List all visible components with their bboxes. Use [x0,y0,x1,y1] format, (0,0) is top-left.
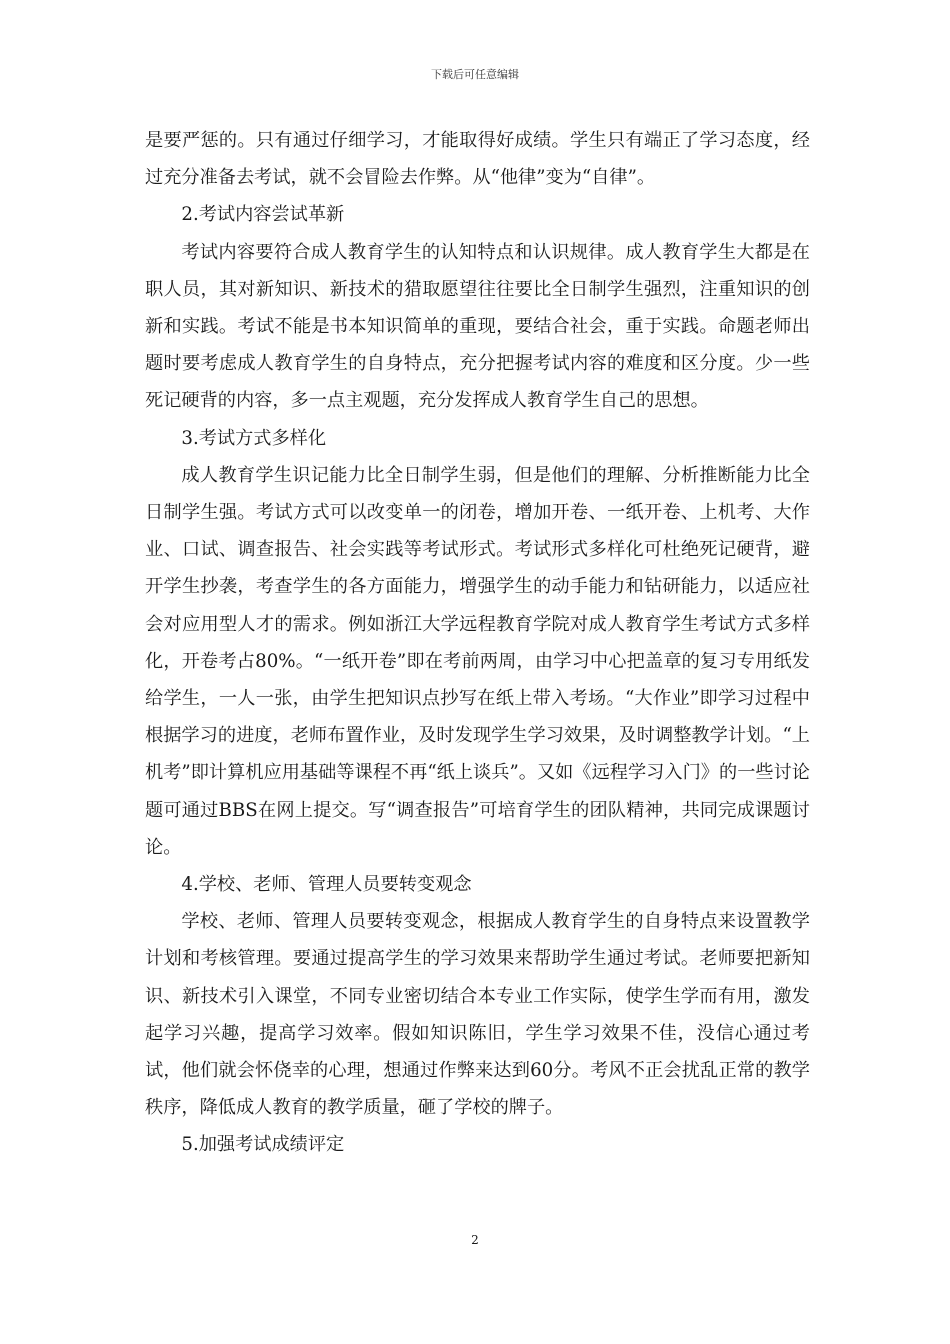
section-heading: 3.考试方式多样化 [181,427,327,449]
page-header: 下载后可任意编辑 [431,68,519,81]
document-body [145,122,810,1164]
body-paragraph: 考试内容要符合成人教育学生的认知特点和认识规律。成人教育学生大都是在职人员，其对新知识、新技术的猎取愿望往往要比全日制学生强烈，注重知识的创新和实践。考试不能是书本知识简单的重现，要结合社会，重于实践。命题老师出题时要考虑成人教育学生的自身特点，充分把握考试内容的难度和区分度。少一些死记硬背的内容，多一点主观题，充分发挥成人教育学生自己的思想。 [145,241,810,412]
body-paragraph: 成人教育学生识记能力比全日制学生弱，但是他们的理解、分析推断能力比全日制学生强。考试方式可以改变单一的闭卷，增加开卷、一纸开卷、上机考、大作业、口试、调查报告、社会实践等考试形式。考试形式多样化可杜绝死记硬背，避开学生抄袭，考查学生的各方面能力，增强学生的动手能力和钻研能力，以适应社会对应用型人才的需求。例如浙江大学远程教育学院对成人教育学生考试方式多样化，开卷考占80%。“一纸开卷”即在考前两周，由学习中心把盖章的复习专用纸发给学生，一人一张，由学生把知识点抄写在纸上带入考场。“大作业”即学习过程中根据学习的进度，老师布置作业，及时发现学生学习效果，及时调整教学计划。“上机考”即计算机应用基础等课程不再“纸上谈兵”。又如《远程学习入门》的一些讨论题可通过BBS在网上提交。写“调查报告”可培育学生的团队精神，共同完成课题讨论。 [145,464,810,858]
section-heading: 5.加强考试成绩评定 [181,1134,345,1156]
body-paragraph: 学校、老师、管理人员要转变观念，根据成人教育学生的自身特点来设置教学计划和考核管理。要通过提高学生的学习效果来帮助学生通过考试。老师要把新知识、新技术引入课堂，不同专业密切结合本专业工作实际，使学生学而有用，激发起学习兴趣，提高学习效率。假如知识陈旧，学生学习效果不佳，没信心通过考试，他们就会怀侥幸的心理，想通过作弊来达到60分。考风不正会扰乱正常的教学秩序，降低成人教育的教学质量，砸了学校的牌子。 [145,911,810,1119]
body-paragraph: 是要严惩的。只有通过仔细学习，才能取得好成绩。学生只有端正了学习态度，经过充分准备去考试，就不会冒险去作弊。从“他律”变为“自律”。 [145,130,810,189]
section-heading: 2.考试内容尝试革新 [181,204,345,226]
section-heading: 4.学校、老师、管理人员要转变观念 [181,874,472,896]
page-number: 2 [471,1233,479,1247]
